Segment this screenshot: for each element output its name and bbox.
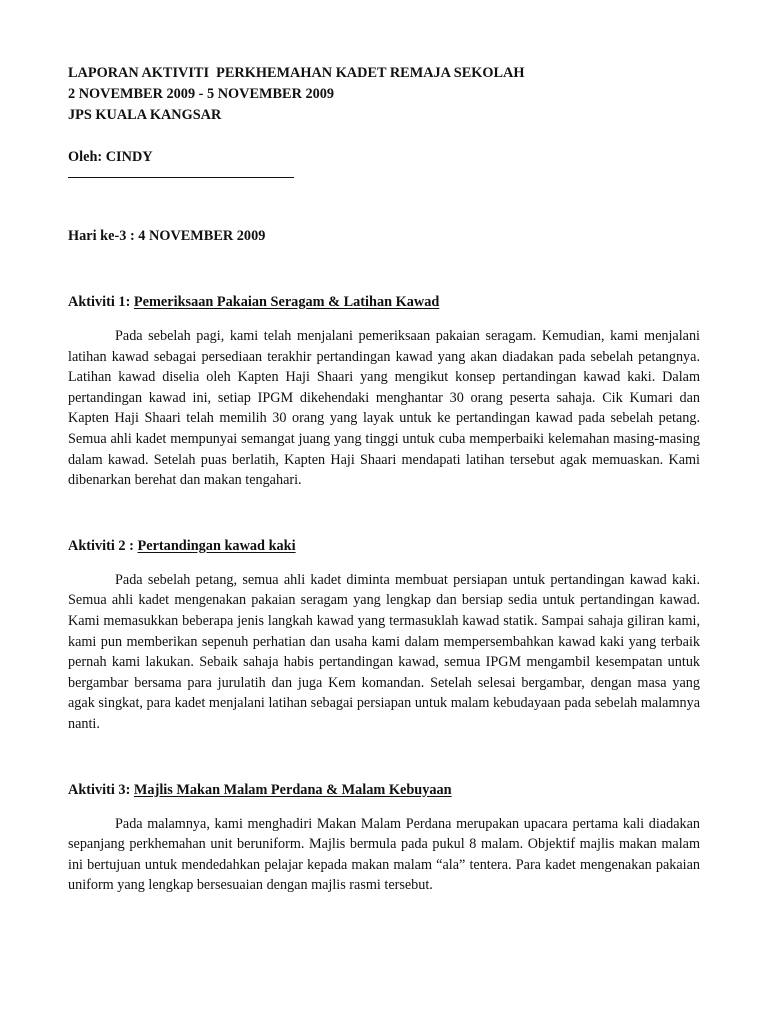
activity-3-title: Majlis Makan Malam Perdana & Malam Kebuyaan <box>133 781 452 798</box>
author-line: Oleh: CINDY <box>68 149 153 165</box>
activity-1-label: Aktiviti 1: <box>68 294 134 310</box>
activity-3-paragraph: Pada malamnya, kami menghadiri Makan Malam Perdana merupakan upacara pertama kali diadakan sepanjang perkhemahan unit beruniform. Majlis bermula pada pukul 8 malam. Objektif majlis makan malam ini bertujuan untuk mendedahkan pelajar kepada makan malam “ala” tentera. Para kadet mengenakan pakaian uniform yang lengkap bersesuaian dengan majlis rasmi tersebut. <box>68 815 700 894</box>
activity-2-paragraph: Pada sebelah petang, semua ahli kadet diminta membuat persiapan untuk pertandingan kawad kaki. Semua ahli kadet mengenakan pakaian seragam yang lengkap dan bersiap sedia untuk pertandingan kawad. Kami memasukkan beberapa jenis langkah kawad yang termasuklah kawad statik. Sampai sahaja giliran kami, kami pun memberikan sepenuh perhatian dan usaha kami dalam mempersembahkan kawad kaki yang terbaik pernah kami lakukan. Sebaik sahaja habis pertandingan kawad, semua IPGM mengambil kesempatan untuk bergambar bersama para jurulatih dan juga Kem komandan. Setelah selesai bergambar, dengan masa yang agak singkat, para kadet menjalani latihan sebagai persiapan untuk malam kebudayaan pada sebelah malamnya nanti. <box>68 571 700 732</box>
activity-3-heading <box>68 780 700 801</box>
activity-3-label: Aktiviti 3: <box>68 781 134 798</box>
report-location: JPS KUALA KANGSAR <box>68 107 222 123</box>
activity-1-heading <box>68 292 700 313</box>
activity-2-title: Pertandingan kawad kaki <box>137 537 296 554</box>
activity-1-paragraph: Pada sebelah pagi, kami telah menjalani pemeriksaan pakaian seragam. Kemudian, kami menjalani latihan kawad sebagai persediaan terakhir pertandingan kawad yang akan diadakan pada sebelah petangnya. Latihan kawad diselia oleh Kapten Haji Shaari yang mengikut konsep pertandingan kawad kaki. Dalam pertandingan kawad ini, setiap IPGM dikehendaki menghantar 30 orang peserta sahaja. Cik Kumari dan Kapten Haji Shaari telah memilih 30 orang yang layak untuk ke pertandingan kawad pada sebelah petang. Semua ahli kadet mempunyai semangat juang yang tinggi untuk cuba memperbaiki kelemahan masing-masing dalam kawad. Setelah puas berlatih, Kapten Haji Shaari mendapati latihan tersebut agak memuaskan. Kami dibenarkan berehat dan makan tengahari. <box>68 328 700 489</box>
day-heading: Hari ke-3 : 4 NOVEMBER 2009 <box>68 228 266 244</box>
document-page <box>68 63 700 896</box>
report-title: LAPORAN AKTIVITI PERKHEMAHAN KADET REMAJA SEKOLAH <box>68 65 525 81</box>
report-dates: 2 NOVEMBER 2009 - 5 NOVEMBER 2009 <box>68 86 335 102</box>
activity-1-title: Pemeriksaan Pakaian Seragam & Latihan Kawad <box>133 294 440 310</box>
activity-2-label: Aktiviti 2 : <box>68 537 138 554</box>
activity-2-heading <box>68 536 700 557</box>
separator-rule <box>68 177 294 178</box>
